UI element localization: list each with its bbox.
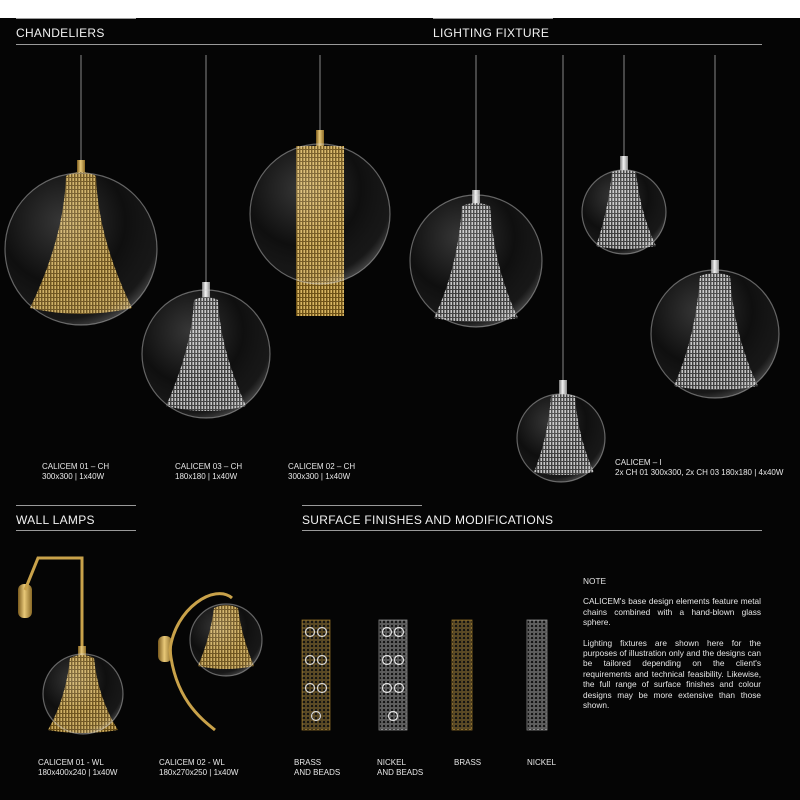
caption-calicem-02-wl [159, 758, 238, 778]
calicem-02-ch-lamp [250, 55, 390, 316]
caption-calicem-03-ch [175, 462, 242, 482]
calicem-02-wl-lamp [158, 594, 262, 730]
section-title-chandeliers: CHANDELIERS [16, 26, 105, 40]
calicem-01-ch-lamp [5, 55, 157, 325]
section-title-surface: SURFACE FINISHES AND MODIFICATIONS [302, 513, 554, 527]
calicem-03-ch-lamp [142, 55, 270, 418]
finish-label-brass [454, 758, 481, 768]
finish-line2: AND BEADS [294, 768, 341, 777]
caption-calicem-02-ch [288, 462, 355, 482]
product-name: CALICEM 02 – CH [288, 462, 356, 471]
finish-line1: NICKEL [527, 758, 556, 767]
product-name: CALICEM 01 - WL [38, 758, 104, 767]
swatch-brass [452, 620, 472, 730]
caption-calicem-i [615, 458, 783, 478]
finish-line1: NICKEL [377, 758, 406, 767]
caption-calicem-01-wl [38, 758, 117, 778]
top-rule-wall-lamps [16, 505, 136, 506]
calicem-01-wl-lamp [18, 558, 123, 734]
product-name: CALICEM – I [615, 458, 662, 467]
header-rule [16, 44, 762, 45]
finish-line1: BRASS [454, 758, 482, 767]
section-title-lighting-fixture: LIGHTING FIXTURE [433, 26, 550, 40]
product-spec: 180x180 | 1x40W [175, 472, 238, 481]
under-rule-surface [302, 530, 762, 531]
note-heading: NOTE [583, 576, 607, 586]
note-paragraph-1: CALICEM's base design elements feature metal chains combined with a hand-blown glass sphere. [583, 596, 761, 628]
product-name: CALICEM 01 – CH [42, 462, 110, 471]
note-block [583, 576, 761, 710]
top-rule-chandeliers [16, 18, 136, 19]
finish-label-nickel-and-beads [377, 758, 423, 778]
calicem-i-fixture [410, 55, 779, 482]
finish-label-brass-and-beads [294, 758, 340, 778]
product-spec: 180x400x240 | 1x40W [38, 768, 118, 777]
finish-label-nickel [527, 758, 556, 768]
product-spec: 300x300 | 1x40W [42, 472, 105, 481]
product-name: CALICEM 03 – CH [175, 462, 243, 471]
finish-line2: AND BEADS [377, 768, 424, 777]
note-paragraph-2: Lighting fixtures are shown here for the purposes of illustration only and the designs can be tailored depending on the client's requirements and technical feasibility. Likewise, the full range of surface finishes and colour designs may be more extensive than those shown. [583, 637, 761, 711]
swatch-brass-and-beads [302, 620, 330, 730]
finish-line1: BRASS [294, 758, 322, 767]
product-spec: 2x CH 01 300x300, 2x CH 03 180x180 | 4x40W [615, 468, 784, 477]
top-rule-surface [302, 505, 422, 506]
top-rule-lighting-fixture [433, 18, 553, 19]
caption-calicem-01-ch [42, 462, 109, 482]
swatch-nickel-and-beads [379, 620, 407, 730]
product-spec: 300x300 | 1x40W [288, 472, 351, 481]
under-rule-wall-lamps [16, 530, 136, 531]
product-name: CALICEM 02 - WL [159, 758, 225, 767]
swatch-nickel [527, 620, 547, 730]
product-spec: 180x270x250 | 1x40W [159, 768, 239, 777]
section-title-wall-lamps: WALL LAMPS [16, 513, 95, 527]
catalog-sheet [0, 18, 800, 800]
